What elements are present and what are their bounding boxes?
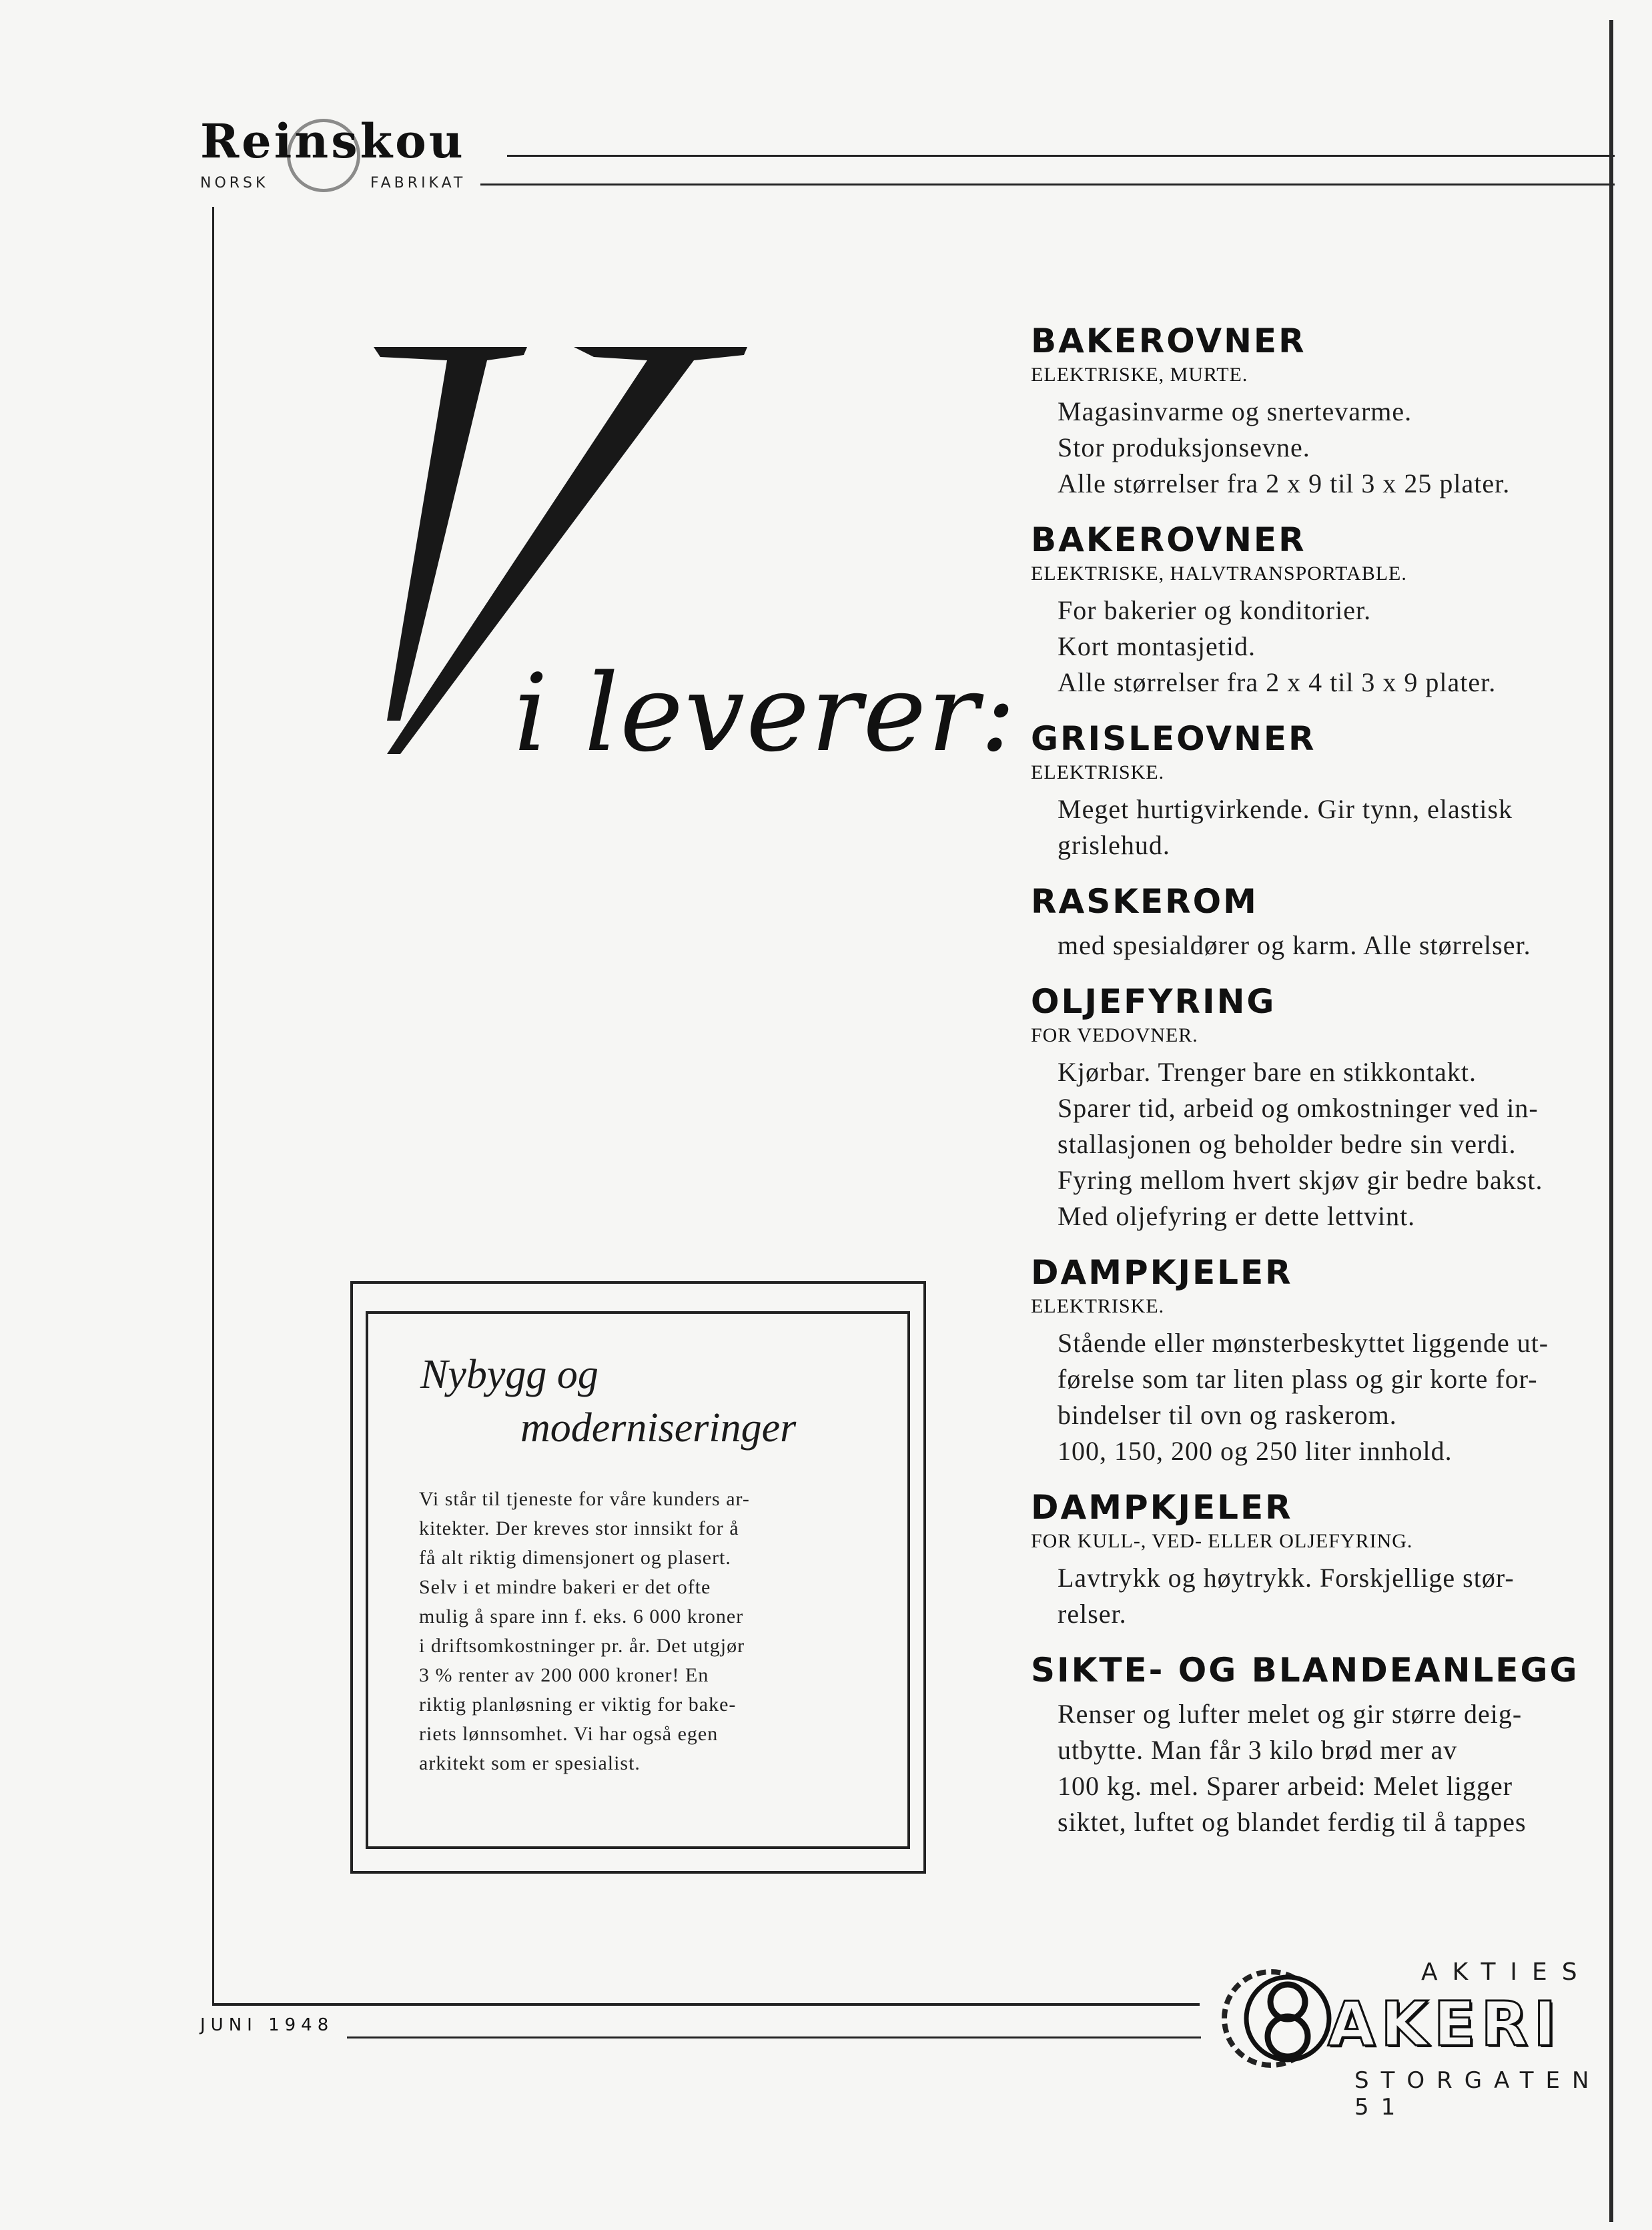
product-description-line: Stor produksjonsevne. xyxy=(1058,432,1310,462)
product-description-line: Alle størrelser fra 2 x 9 til 3 x 25 plater. xyxy=(1058,468,1511,498)
page-edge xyxy=(1609,20,1613,2222)
company-name: AKERI xyxy=(1328,1988,1562,2060)
product-title: DAMPKJELER xyxy=(1031,1253,1293,1292)
product-subtitle: ELEKTRISKE. xyxy=(1031,761,1165,783)
ad-box-line: i driftsomkostninger pr. år. Det utgjør xyxy=(419,1635,745,1657)
product-subtitle: ELEKTRISKE, HALVTRANSPORTABLE. xyxy=(1031,563,1407,585)
product-description-line: Med oljefyring er dette lettvint. xyxy=(1058,1201,1416,1231)
product-description-line: Lavtrykk og høytrykk. Forskjellige stør- xyxy=(1058,1563,1515,1593)
product-description xyxy=(1058,394,1618,502)
issue-date: JUNI 1948 xyxy=(200,2015,334,2035)
product-title: DAMPKJELER xyxy=(1031,1488,1293,1527)
product-title: SIKTE- OG BLANDEANLEGG xyxy=(1031,1651,1579,1690)
product-description-line: utbytte. Man får 3 kilo brød mer av xyxy=(1058,1735,1458,1765)
product-title: BAKEROVNER xyxy=(1031,322,1306,360)
brand-tag-left: NORSK xyxy=(200,175,269,192)
product-description xyxy=(1058,927,1618,964)
product-description xyxy=(1058,1054,1618,1234)
product-item xyxy=(1031,320,1618,502)
product-description-line: For bakerier og konditorier. xyxy=(1058,595,1372,625)
product-description-line: 100 kg. mel. Sparer arbeid: Melet ligger xyxy=(1058,1771,1513,1801)
product-list xyxy=(1031,320,1618,1858)
product-title: OLJEFYRING xyxy=(1031,982,1276,1021)
product-description-line: Sparer tid, arbeid og omkostninger ved in- xyxy=(1058,1093,1539,1123)
product-description xyxy=(1058,1696,1618,1840)
left-margin-rule xyxy=(212,207,214,2005)
product-title: GRISLEOVNER xyxy=(1031,719,1316,758)
product-description-line: Meget hurtigvirkende. Gir tynn, elastisk xyxy=(1058,794,1513,824)
ad-box-line: 3 % renter av 200 000 kroner! En xyxy=(419,1664,709,1686)
product-description-line: Fyring mellom hvert skjøv gir bedre bakst. xyxy=(1058,1165,1543,1195)
product-description-line: Renser og lufter melet og gir større deig- xyxy=(1058,1699,1523,1729)
ad-box-line: riets lønnsomhet. Vi har også egen xyxy=(419,1723,719,1745)
product-description xyxy=(1058,593,1618,701)
company-address: STORGATEN 51 xyxy=(1354,2067,1601,2121)
ad-box-title-line1: Nybygg og xyxy=(420,1352,598,1397)
ad-box-line: få alt riktig dimensjonert og plasert. xyxy=(419,1547,731,1569)
ad-box-line: riktig planløsning er viktig for bake- xyxy=(419,1694,737,1716)
product-item xyxy=(1031,1487,1618,1632)
product-subtitle: ELEKTRISKE. xyxy=(1031,1295,1165,1317)
brand-name: Reinskou xyxy=(200,113,466,169)
product-item xyxy=(1031,981,1618,1234)
product-description-line: Kort montasjetid. xyxy=(1058,631,1256,661)
header-rule-top xyxy=(507,155,1615,157)
ad-box-line: mulig å spare inn f. eks. 6 000 kroner xyxy=(419,1605,744,1627)
footer-rule-left xyxy=(212,2003,1200,2006)
headline-text: i leverer: xyxy=(514,651,1017,775)
product-description xyxy=(1058,791,1618,863)
product-item xyxy=(1031,881,1618,964)
product-description-line: grislehud. xyxy=(1058,830,1170,860)
product-description-line: 100, 150, 200 og 250 liter innhold. xyxy=(1058,1436,1453,1466)
product-title: RASKEROM xyxy=(1031,882,1258,921)
product-description-line: Alle størrelser fra 2 x 4 til 3 x 9 plater. xyxy=(1058,667,1497,697)
ad-box-line: kitekter. Der kreves stor innsikt for å xyxy=(419,1517,739,1539)
header-rule-bottom xyxy=(480,183,1615,185)
product-description-line: Kjørbar. Trenger bare en stikkontakt. xyxy=(1058,1057,1477,1087)
company-gear-logo-icon xyxy=(1208,1955,1334,2082)
product-description-line: stallasjonen og beholder bedre sin verdi. xyxy=(1058,1129,1517,1159)
product-title: BAKEROVNER xyxy=(1031,520,1306,559)
ad-box-line: arkitekt som er spesialist. xyxy=(419,1752,641,1774)
ad-box-line: Vi står til tjeneste for våre kunders ar- xyxy=(419,1488,750,1510)
company-prefix: AKTIES xyxy=(1421,1958,1592,1986)
ad-box-line: Selv i et mindre bakeri er det ofte xyxy=(419,1576,711,1598)
product-description-line: Stående eller mønsterbeskyttet liggende ut- xyxy=(1058,1328,1549,1358)
product-description-line: bindelser til ovn og raskerom. xyxy=(1058,1400,1397,1430)
product-item xyxy=(1031,718,1618,863)
product-subtitle: FOR VEDOVNER. xyxy=(1031,1024,1198,1046)
product-item xyxy=(1031,519,1618,701)
reinskou-logo xyxy=(200,113,480,200)
product-subtitle: ELEKTRISKE, MURTE. xyxy=(1031,364,1248,386)
product-item xyxy=(1031,1252,1618,1469)
product-item xyxy=(1031,1649,1618,1840)
ad-box-title-line2: moderniseringer xyxy=(520,1405,797,1451)
ad-box-body xyxy=(419,1485,859,1778)
product-description-line: siktet, luftet og blandet ferdig til å tappes xyxy=(1058,1807,1527,1837)
product-description xyxy=(1058,1325,1618,1469)
product-description-line: Magasinvarme og snertevarme. xyxy=(1058,396,1412,426)
brand-tag-right: FABRIKAT xyxy=(370,175,466,192)
product-description-line: med spesialdører og karm. Alle størrelser. xyxy=(1058,930,1531,960)
footer-rule-left-lower xyxy=(347,2036,1201,2038)
product-description-line: førelse som tar liten plass og gir korte for- xyxy=(1058,1364,1538,1394)
product-description-line: relser. xyxy=(1058,1599,1127,1629)
product-subtitle: FOR KULL-, VED- ELLER OLJEFYRING. xyxy=(1031,1530,1413,1552)
product-description xyxy=(1058,1560,1618,1632)
